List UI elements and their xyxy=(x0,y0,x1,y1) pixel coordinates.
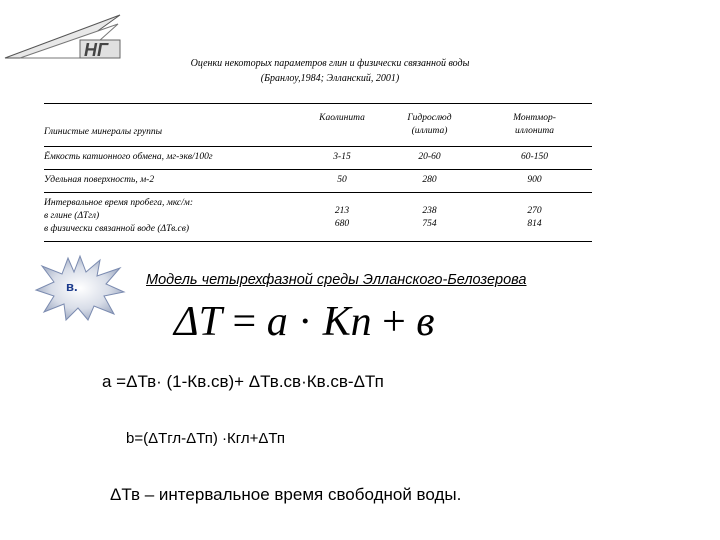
table-cell: 814 xyxy=(527,219,542,229)
coefficient-a-line: a =ΔТв· (1-Кв.св)+ ΔТв.св·Кв.св-ΔТп xyxy=(102,372,384,391)
logo-text: НГ xyxy=(84,40,109,60)
header-label: Глинистые минералы группы xyxy=(44,127,163,137)
formula-b: в xyxy=(416,299,435,345)
logo-graphic xyxy=(0,10,130,65)
title-line-2: (Бранлоу,1984; Элланский, 2001) xyxy=(260,73,400,84)
table-cell: 238 xyxy=(422,206,437,216)
row-label: Удельная поверхность, м-2 xyxy=(44,175,155,185)
table-cell: 280 xyxy=(422,175,437,185)
starburst-icon xyxy=(34,254,126,322)
table-cell: 20-60 xyxy=(418,152,441,162)
table-cell: 213 xyxy=(334,206,350,216)
model-title: Модель четырехфазной среды Элланского-Белозерова xyxy=(146,272,527,288)
row-label: в физически связанной воде (ΔТв.св) xyxy=(44,224,190,234)
formula-lhs: ΔT xyxy=(174,299,223,345)
table-row xyxy=(44,147,592,170)
page-title xyxy=(140,56,520,86)
main-formula: ΔT = a · Кп + в xyxy=(174,299,435,345)
table-row xyxy=(44,170,592,193)
table-cell: 3-15 xyxy=(333,152,351,162)
row-label: Интервальное время пробега, мкс/м: xyxy=(44,198,193,208)
row-label: Ёмкость катионного обмена, мг-экв/100г xyxy=(44,152,213,162)
table-cell: 60-150 xyxy=(521,152,548,162)
table-cell: 680 xyxy=(334,219,350,229)
table-cell: 754 xyxy=(422,219,437,229)
table-header-row xyxy=(44,103,592,147)
col-montmorillonite: Монтмор- иллонита xyxy=(513,113,556,136)
row-label: в глине (ΔТгл) xyxy=(44,211,100,221)
table-cell: 900 xyxy=(527,175,542,185)
col-kaolinite: Каолинита xyxy=(319,113,365,123)
coefficient-b-line: b=(ΔТгл-ΔТп) ·Кгл+ΔТп xyxy=(126,430,286,447)
table-cell: 270 xyxy=(527,206,542,216)
badge-label: в. xyxy=(66,279,78,294)
clay-parameters-table xyxy=(44,103,592,242)
table-row xyxy=(44,193,592,242)
formula-a: a xyxy=(266,299,288,345)
star-badge xyxy=(34,254,126,322)
table-cell: 50 xyxy=(337,175,347,185)
definition-line: ΔТв – интервальное время свободной воды. xyxy=(110,485,462,504)
title-line-1: Оценки некоторых параметров глин и физически связанной воды xyxy=(190,58,470,69)
formula-kn: Кп xyxy=(322,299,372,345)
logo xyxy=(0,10,130,65)
col-illite: Гидрослюд (иллита) xyxy=(407,113,452,136)
